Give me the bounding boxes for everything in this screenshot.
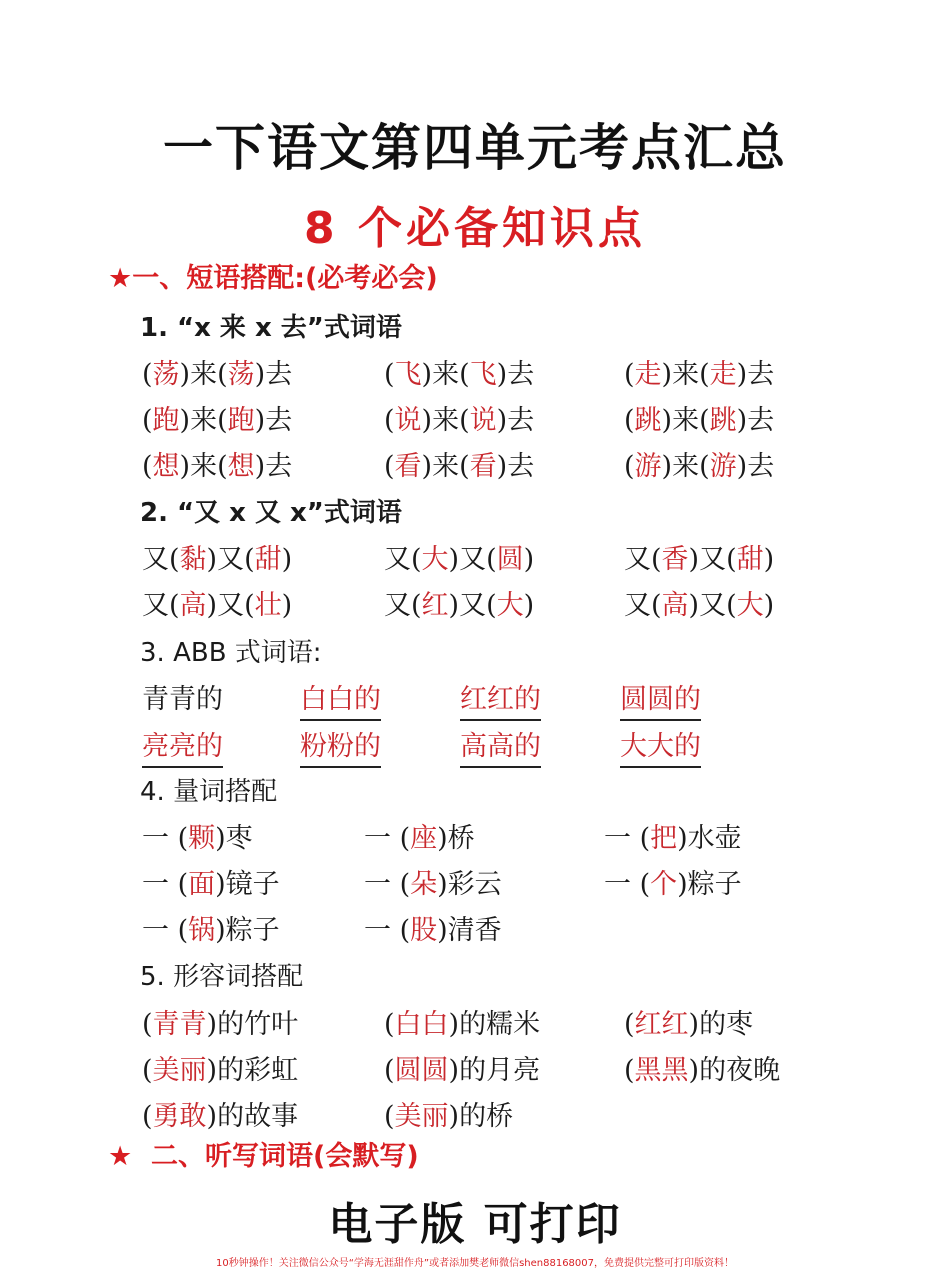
- phrase-cell: 一 (座)桥: [364, 823, 475, 854]
- answer-char: 美丽: [152, 1055, 207, 1086]
- fixed-char: 又: [384, 544, 411, 575]
- section1-heading-text: 一、短语搭配:(必考必会): [132, 263, 438, 294]
- fixed-char: 又: [699, 544, 727, 575]
- fixed-char: 一: [142, 915, 169, 946]
- fixed-char: 的彩虹: [217, 1055, 299, 1086]
- star-icon: ★: [108, 1141, 133, 1172]
- fixed-char: 一: [604, 823, 631, 854]
- answer-char: 跳: [634, 405, 662, 436]
- answer-char: 跑: [152, 405, 180, 436]
- phrase-cell: (游)来(游)去: [624, 451, 775, 482]
- phrase-cell: 一 (朵)彩云: [364, 869, 502, 900]
- answer-char: 高: [179, 590, 207, 621]
- abb-answer: 红红的: [460, 677, 541, 721]
- answer-char: 红: [421, 590, 449, 621]
- answer-char: 看: [469, 451, 497, 482]
- fixed-char: 桥: [447, 823, 475, 854]
- phrase-cell: 一 (颗)枣: [142, 823, 253, 854]
- part2-heading: 2. “又 x 又 x”式词语: [140, 498, 402, 528]
- phrase-cell: 一 (面)镜子: [142, 869, 280, 900]
- phrase-cell: 一 (个)粽子: [604, 869, 742, 900]
- fixed-char: 又: [142, 590, 169, 621]
- fixed-char: 一: [364, 915, 391, 946]
- part3-heading: 3. ABB 式词语:: [140, 638, 322, 668]
- fixed-char: 又: [142, 544, 169, 575]
- fixed-char: 去: [747, 405, 775, 436]
- phrase-cell: (荡)来(荡)去: [142, 359, 293, 390]
- phrase-cell: (想)来(想)去: [142, 451, 293, 482]
- fixed-char: 来: [672, 359, 700, 390]
- section2-heading-text: 二、听写词语(会默写): [151, 1141, 419, 1172]
- answer-char: 说: [394, 405, 422, 436]
- answer-char: 荡: [152, 359, 180, 390]
- phrase-cell: (黑黑)的夜晚: [624, 1055, 781, 1086]
- phrase-row: [142, 1094, 862, 1134]
- fixed-char: 又: [624, 590, 651, 621]
- fixed-char: 粽子: [687, 869, 742, 900]
- print-banner: 电子版 可打印: [328, 1199, 622, 1250]
- fixed-char: 又: [217, 544, 245, 575]
- phrase-row: [142, 908, 842, 948]
- answer-char: 想: [152, 451, 180, 482]
- phrase-cell: 一 (股)清香: [364, 915, 502, 946]
- answer-char: 座: [410, 823, 438, 854]
- abb-answer: 大大的: [620, 724, 701, 768]
- fixed-char: 清香: [447, 915, 502, 946]
- phrase-cell: (飞)来(飞)去: [384, 359, 535, 390]
- phrase-row: [142, 537, 842, 577]
- answer-char: 圆: [496, 544, 524, 575]
- answer-char: 锅: [188, 915, 216, 946]
- answer-char: 游: [634, 451, 662, 482]
- answer-char: 红红: [634, 1009, 689, 1040]
- fixed-char: 又: [699, 590, 727, 621]
- answer-char: 圆圆: [394, 1055, 449, 1086]
- abb-answer: 亮亮的: [142, 724, 223, 768]
- phrase-row: [142, 583, 842, 623]
- answer-char: 美丽: [394, 1101, 449, 1132]
- fixed-char: 的竹叶: [217, 1009, 299, 1040]
- answer-char: 飞: [469, 359, 497, 390]
- page-subtitle: 8 个必备知识点: [304, 203, 646, 254]
- part4-heading: 4. 量词搭配: [140, 777, 278, 807]
- phrase-cell: 又(红)又(大): [384, 590, 535, 621]
- answer-char: 飞: [394, 359, 422, 390]
- phrase-cell: (美丽)的彩虹: [142, 1055, 299, 1086]
- fixed-char: 去: [507, 359, 535, 390]
- phrase-cell: (走)来(走)去: [624, 359, 775, 390]
- phrase-row: [142, 1048, 862, 1088]
- phrase-cell: 又(黏)又(甜): [142, 544, 293, 575]
- fixed-char: 一: [604, 869, 631, 900]
- phrase-cell: 又(大)又(圆): [384, 544, 535, 575]
- fixed-char: 去: [747, 359, 775, 390]
- fixed-char: 来: [672, 451, 700, 482]
- fixed-char: 去: [265, 359, 293, 390]
- fixed-char: 又: [459, 590, 487, 621]
- answer-char: 白白: [394, 1009, 449, 1040]
- answer-char: 把: [650, 823, 678, 854]
- abb-row-1: [142, 677, 842, 717]
- fixed-char: 又: [459, 544, 487, 575]
- abb-row-2: [142, 724, 842, 764]
- page-title: 一下语文第四单元考点汇总: [163, 119, 787, 177]
- phrase-cell: 一 (把)水壶: [604, 823, 742, 854]
- fixed-char: 又: [217, 590, 245, 621]
- fixed-char: 去: [265, 451, 293, 482]
- fixed-char: 一: [142, 869, 169, 900]
- fixed-char: 一: [364, 823, 391, 854]
- phrase-cell: (红红)的枣: [624, 1009, 754, 1040]
- fixed-char: 镜子: [225, 869, 280, 900]
- fixed-char: 来: [190, 405, 218, 436]
- fixed-char: 彩云: [447, 869, 502, 900]
- phrase-cell: (跳)来(跳)去: [624, 405, 775, 436]
- fixed-char: 去: [507, 405, 535, 436]
- answer-char: 香: [661, 544, 689, 575]
- answer-char: 大: [496, 590, 524, 621]
- answer-char: 跳: [709, 405, 737, 436]
- fixed-char: 来: [432, 405, 460, 436]
- answer-char: 跑: [227, 405, 255, 436]
- abb-answer: 圆圆的: [620, 677, 701, 721]
- answer-char: 勇敢: [152, 1101, 207, 1132]
- answer-char: 朵: [410, 869, 438, 900]
- abb-answer: 高高的: [460, 724, 541, 768]
- answer-char: 大: [736, 590, 764, 621]
- fixed-char: 来: [672, 405, 700, 436]
- answer-char: 个: [650, 869, 678, 900]
- fixed-char: 去: [747, 451, 775, 482]
- fixed-char: 去: [265, 405, 293, 436]
- fixed-char: 的月亮: [459, 1055, 541, 1086]
- answer-char: 游: [709, 451, 737, 482]
- answer-char: 面: [188, 869, 216, 900]
- fixed-char: 去: [507, 451, 535, 482]
- fixed-char: 来: [190, 359, 218, 390]
- phrase-cell: 又(高)又(壮): [142, 590, 293, 621]
- phrase-cell: (说)来(说)去: [384, 405, 535, 436]
- answer-char: 黑黑: [634, 1055, 689, 1086]
- phrase-cell: 又(香)又(甜): [624, 544, 775, 575]
- fixed-char: 枣: [225, 823, 253, 854]
- answer-char: 壮: [254, 590, 282, 621]
- phrase-row: [142, 1002, 862, 1042]
- answer-char: 股: [410, 915, 438, 946]
- answer-char: 甜: [254, 544, 282, 575]
- part5-heading: 5. 形容词搭配: [140, 962, 304, 992]
- phrase-cell: (跑)来(跑)去: [142, 405, 293, 436]
- answer-char: 想: [227, 451, 255, 482]
- footer-note: 10秒钟操作！关注微信公众号“学海无涯甜作舟”或者添加樊老师微信shen88168007，免费提供完整可打印版资料！: [215, 1258, 735, 1269]
- fixed-char: 来: [432, 359, 460, 390]
- phrase-cell: 又(高)又(大): [624, 590, 775, 621]
- fixed-char: 的夜晚: [699, 1055, 781, 1086]
- answer-char: 看: [394, 451, 422, 482]
- phrase-row: [142, 352, 842, 392]
- answer-char: 走: [709, 359, 737, 390]
- fixed-char: 一: [142, 823, 169, 854]
- phrase-cell: 一 (锅)粽子: [142, 915, 280, 946]
- abb-answer: 白白的: [300, 677, 381, 721]
- phrase-row: [142, 444, 842, 484]
- answer-char: 荡: [227, 359, 255, 390]
- fixed-char: 又: [624, 544, 651, 575]
- answer-char: 青青: [152, 1009, 207, 1040]
- answer-char: 走: [634, 359, 662, 390]
- fixed-char: 粽子: [225, 915, 280, 946]
- phrase-cell: (看)来(看)去: [384, 451, 535, 482]
- answer-char: 黏: [179, 544, 207, 575]
- fixed-char: 水壶: [687, 823, 742, 854]
- star-icon: ★: [108, 263, 133, 294]
- fixed-char: 的桥: [459, 1101, 514, 1132]
- answer-char: 大: [421, 544, 449, 575]
- fixed-char: 的枣: [699, 1009, 754, 1040]
- phrase-row: [142, 816, 842, 856]
- fixed-char: 一: [364, 869, 391, 900]
- abb-answer: 粉粉的: [300, 724, 381, 768]
- fixed-char: 又: [384, 590, 411, 621]
- answer-char: 高: [661, 590, 689, 621]
- abb-example: 青青的: [142, 684, 223, 715]
- phrase-cell: (青青)的竹叶: [142, 1009, 299, 1040]
- fixed-char: 来: [190, 451, 218, 482]
- answer-char: 说: [469, 405, 497, 436]
- answer-char: 颗: [188, 823, 216, 854]
- section1-heading: [108, 256, 438, 295]
- phrase-cell: (勇敢)的故事: [142, 1101, 299, 1132]
- phrase-cell: (白白)的糯米: [384, 1009, 541, 1040]
- part1-heading: 1. “x 来 x 去”式词语: [140, 313, 402, 343]
- fixed-char: 的故事: [217, 1101, 299, 1132]
- phrase-row: [142, 398, 842, 438]
- fixed-char: 的糯米: [459, 1009, 541, 1040]
- fixed-char: 来: [432, 451, 460, 482]
- section2-heading: [108, 1134, 419, 1173]
- phrase-cell: (美丽)的桥: [384, 1101, 514, 1132]
- phrase-cell: (圆圆)的月亮: [384, 1055, 541, 1086]
- phrase-row: [142, 862, 842, 902]
- answer-char: 甜: [736, 544, 764, 575]
